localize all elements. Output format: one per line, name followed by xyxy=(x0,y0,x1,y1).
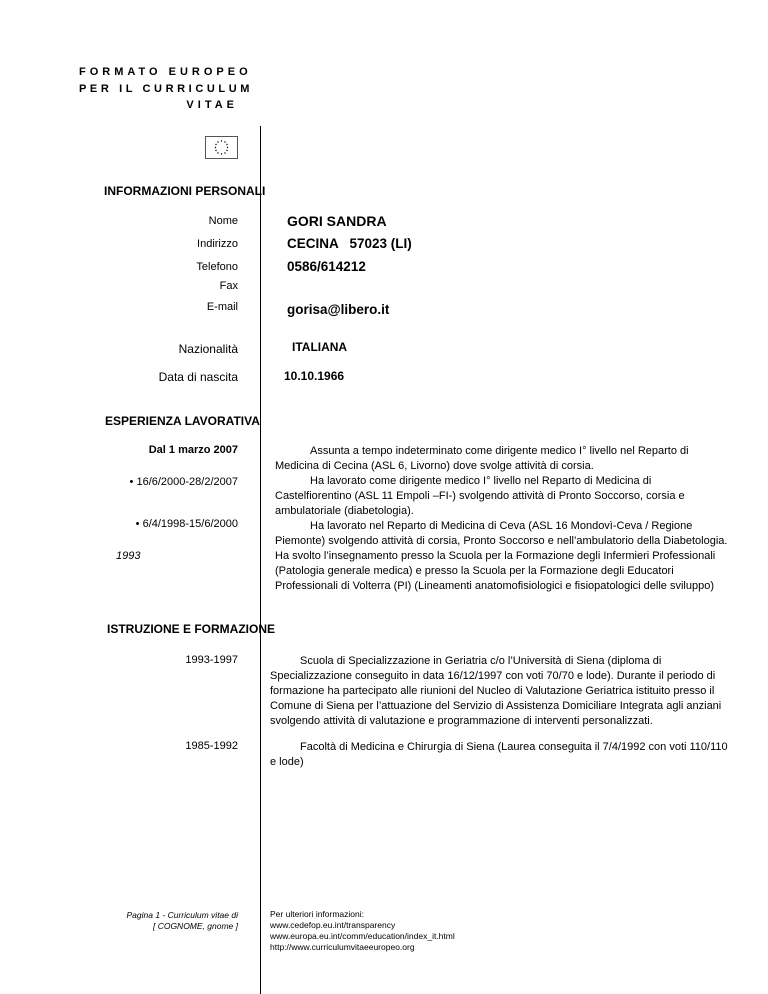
label-nazionalita: Nazionalità xyxy=(178,342,238,356)
footer-page-line-1: Pagina 1 - Curriculum vitae di xyxy=(126,910,238,920)
education-paragraph-2: Facoltà di Medicina e Chirurgia di Siena (Laurea conseguita il 7/4/1992 con voti 110/110 e lode) xyxy=(270,741,728,768)
work-description xyxy=(275,444,730,594)
label-fax: Fax xyxy=(219,280,238,292)
section-work-experience: ESPERIENZA LAVORATIVA xyxy=(105,414,260,428)
work-paragraph-1: Assunta a tempo indeterminato come dirigente medico I° livello nel Reparto di Medicina di Cecina (ASL 6, Livorno) dove svolge attività di corsia. xyxy=(275,445,689,472)
footer-page-line-2: [ COGNOME, gnome ] xyxy=(152,921,238,931)
section-education: ISTRUZIONE E FORMAZIONE xyxy=(107,622,275,636)
education-text-2 xyxy=(270,740,728,770)
vertical-divider xyxy=(260,126,261,994)
value-telefono: 0586/614212 xyxy=(287,259,366,274)
label-telefono: Telefono xyxy=(196,261,238,273)
value-indirizzo: CECINA 57023 (LI) xyxy=(287,236,412,251)
education-date-2: 1985-1992 xyxy=(185,740,238,752)
footer-links xyxy=(270,909,455,953)
work-date-1: Dal 1 marzo 2007 xyxy=(148,444,238,456)
cv-title-line-2: PER IL CURRICULUM xyxy=(79,83,254,95)
label-email: E-mail xyxy=(206,301,238,313)
work-date-3: • 6/4/1998-15/6/2000 xyxy=(135,518,238,530)
work-paragraph-2: Ha lavorato come dirigente medico I° livello nel Reparto di Medicina di Castelfiorentino (ASL 11 Empoli –FI-) svolgendo attività di Pronto Soccorso, corsia e ambulatoriale (diabetologia). xyxy=(275,475,685,517)
label-data-nascita: Data di nascita xyxy=(158,370,238,384)
value-nazionalita: ITALIANA xyxy=(292,340,348,354)
label-indirizzo: Indirizzo xyxy=(197,238,238,250)
work-paragraph-4: Ha svolto l’insegnamento presso la Scuola per la Formazione degli Infermieri Professionali (Patologia generale medica) e presso la Scuola per la Formazione degli Educatori Professionali di Volterra (PI) (Lineamenti anatomofisiologici e fisiopatologici delle sviluppo) xyxy=(275,550,716,592)
footer-link-europa[interactable]: www.europa.eu.int/comm/education/index_it.html xyxy=(270,931,455,941)
education-paragraph-1: Scuola di Specializzazione in Geriatria c/o l’Università di Siena (diploma di Specializzazione conseguito in data 16/12/1997 con voti 70/70 e lode). Durante il periodo di formazione ha partecipato alle riunioni del Nucleo di Valutazione Geriatrica istituito presso il Comune di Siena per l’attuazione del Servizio di Assistenza Domiciliare Integrata agli anziani svolgendo attività di valutazione e programmazione di interventi personalizzati. xyxy=(270,655,722,727)
section-personal-info: INFORMAZIONI PERSONALI xyxy=(104,184,266,198)
footer-link-cedefop[interactable]: www.cedefop.eu.int/transparency xyxy=(270,920,396,930)
education-date-1: 1993-1997 xyxy=(185,654,238,666)
value-data-nascita: 10.10.1966 xyxy=(284,369,345,383)
value-nome: GORI SANDRA xyxy=(287,213,387,229)
education-text-1 xyxy=(270,654,728,729)
footer-link-curriculum[interactable]: http://www.curriculumvitaeeuropeo.org xyxy=(270,942,415,952)
work-paragraph-3: Ha lavorato nel Reparto di Medicina di Ceva (ASL 16 Mondovì-Ceva / Regione Piemonte) svolgendo attività di corsia, Pronto Soccorso e nell’ambulatorio della Diabetologia. xyxy=(275,520,728,547)
eu-flag-icon xyxy=(205,136,238,159)
value-email: gorisa@libero.it xyxy=(287,302,390,317)
footer-page-info xyxy=(38,910,238,932)
footer-links-title: Per ulteriori informazioni: xyxy=(270,909,365,919)
label-nome: Nome xyxy=(208,215,238,227)
cv-title-line-1: FORMATO EUROPEO xyxy=(79,66,252,78)
cv-title-line-3: VITAE xyxy=(186,99,238,111)
work-date-2: • 16/6/2000-28/2/2007 xyxy=(129,476,238,488)
work-date-4: 1993 xyxy=(116,550,141,562)
